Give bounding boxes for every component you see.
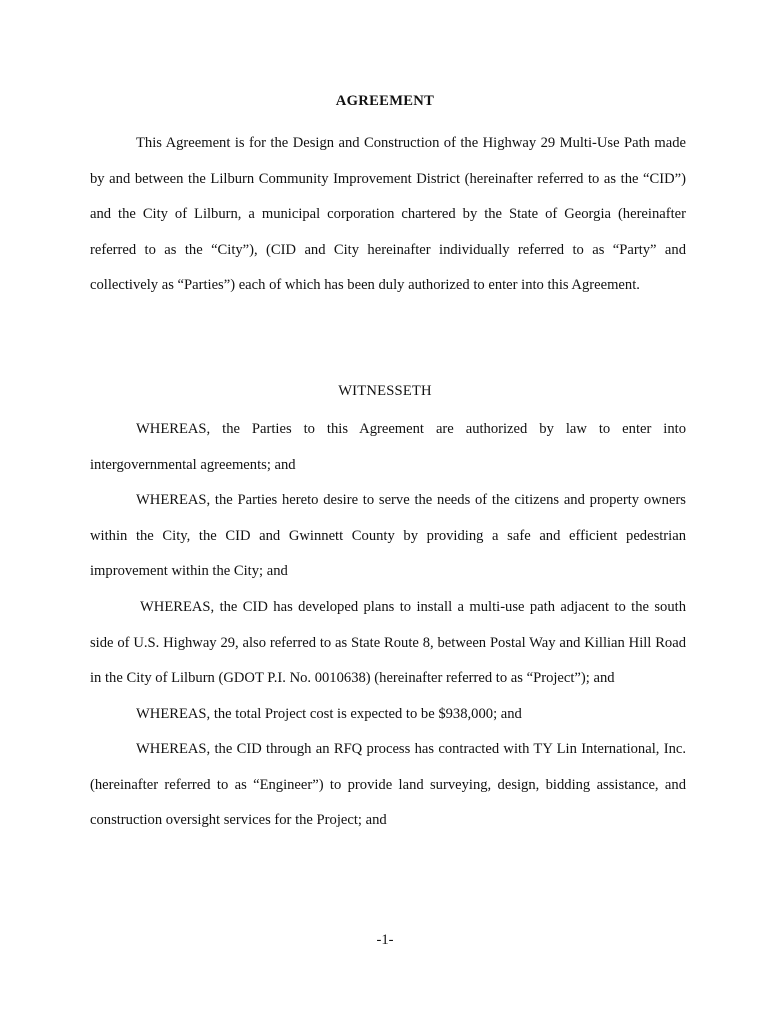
whereas-paragraph-2: WHEREAS, the Parties hereto desire to serve the needs of the citizens and property owners within the City, the CID and Gwinnett County by providing a safe and efficient pedestrian improvement within the City; and (90, 492, 686, 579)
intro-paragraph: This Agreement is for the Design and Construction of the Highway 29 Multi-Use Path made by and between the Lilburn Community Improvement District (hereinafter referred to as the “CID”) and the City of Lilburn, a municipal corporation chartered by the State of Georgia (hereinafter referred to as the “City”), (CID and City hereinafter individually referred to as “Party” and collectively as “Parties”) each of which has been duly authorized to enter into this Agreement. (90, 135, 686, 293)
whereas-paragraph-5: WHEREAS, the CID through an RFQ process has contracted with TY Lin International, Inc. (hereinafter referred to as “Engineer”) to provide land surveying, design, bidding assistance, and construction oversight services for the Project; and (90, 741, 686, 828)
witnesseth-heading: WITNESSETH (338, 383, 432, 399)
whereas-paragraph-3: WHEREAS, the CID has developed plans to install a multi-use path adjacent to the south side of U.S. Highway 29, also referred to as State Route 8, between Postal Way and Killian Hill Road in the City of Lilburn (GDOT P.I. No. 0010638) (hereinafter referred to as “Project”); and (90, 599, 686, 686)
document-title: AGREEMENT (335, 93, 435, 109)
whereas-paragraph-4: WHEREAS, the total Project cost is expected to be $938,000; and (136, 706, 522, 722)
page-number: -1- (376, 932, 394, 948)
whereas-paragraph-1: WHEREAS, the Parties to this Agreement are authorized by law to enter into intergovernmental agreements; and (90, 421, 686, 473)
